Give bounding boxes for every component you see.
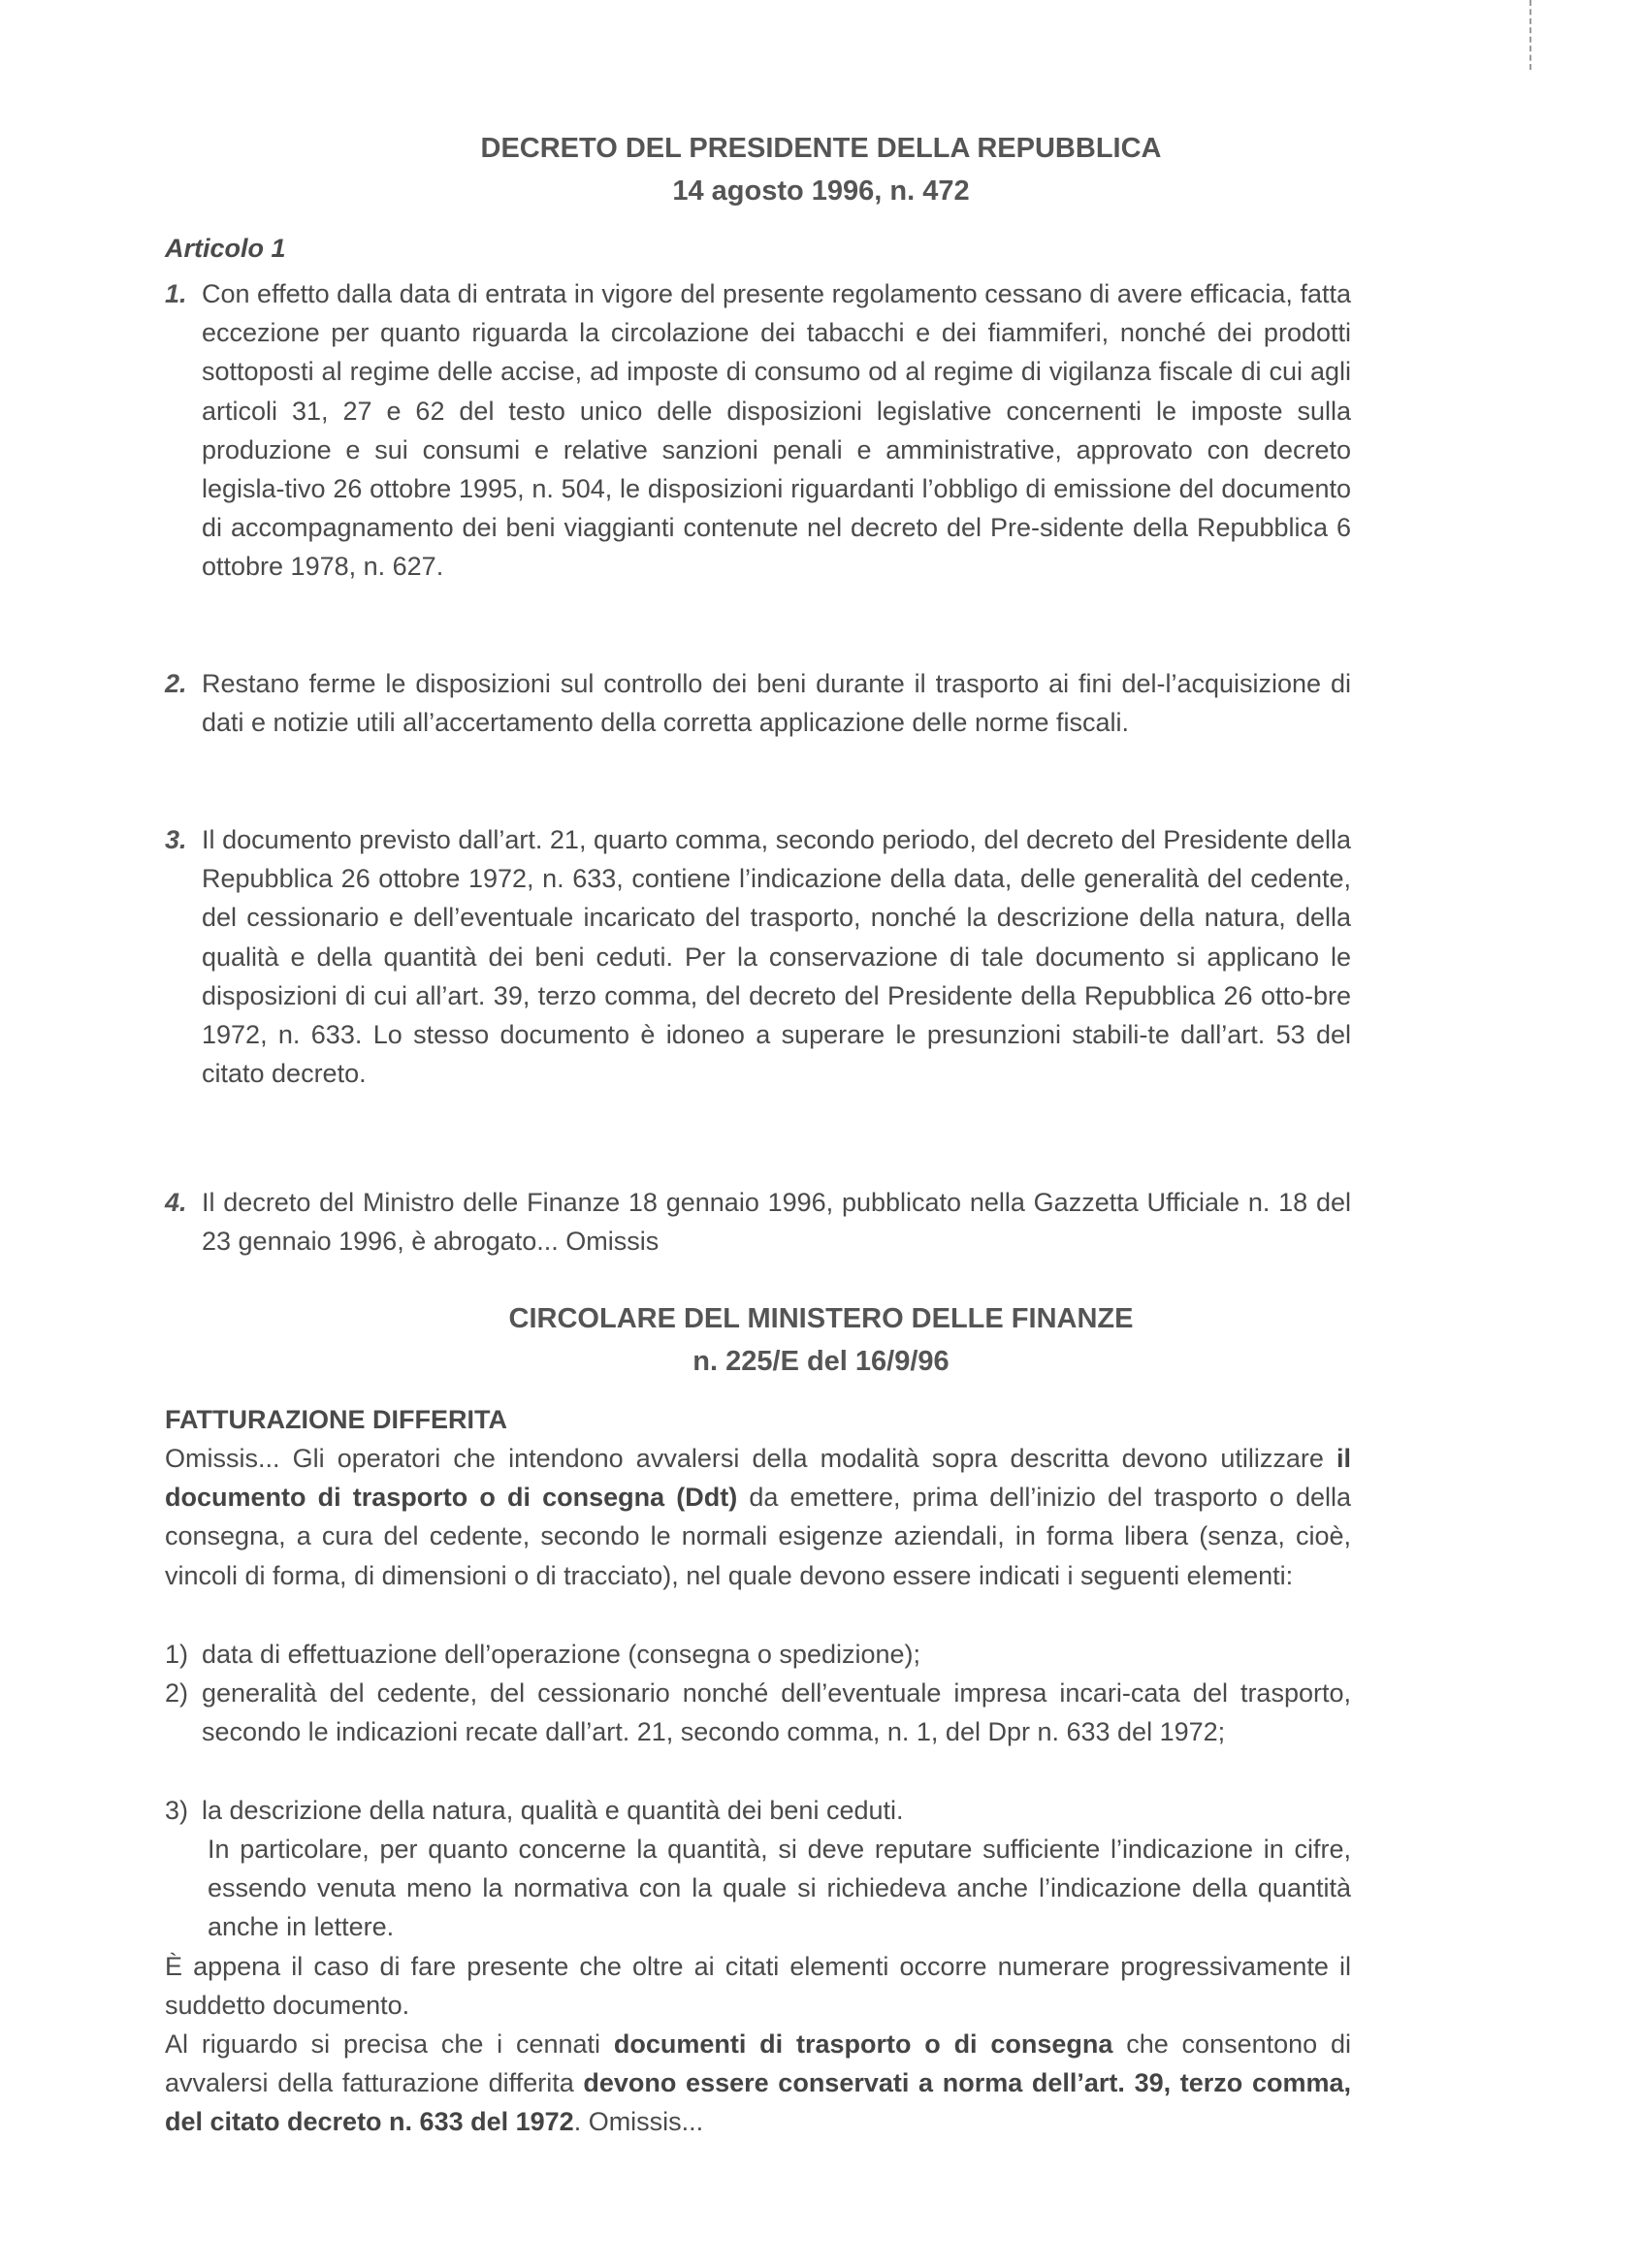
intro-bold: il documento di trasporto o di consegna (Ddt) (165, 1444, 1351, 1513)
paragraph-number: 1. (165, 279, 187, 308)
decree-title: DECRETO DEL PRESIDENTE DELLA REPUBBLICA (480, 133, 1162, 164)
conservation-text-c: . Omissis... (573, 2107, 704, 2137)
paragraph-text: Con effetto dalla data di entrata in vigore del presente regolamento cessano di avere efficacia, fatta eccezione per quanto riguarda la circolazione dei tabacchi e dei fiammiferi, nonché dei prodotti sottoposti al regime delle accise, ad imposte di consumo od al regime di vigilanza fiscale di cui agli articoli 31, 27 e 62 del testo unico delle disposizioni legislative concernenti le imposte sulla produzione e sui consumi e relative sanzioni penali e amministrative, approvato con decreto legisla-tivo 26 ottobre 1995, n. 504, le disposizioni riguardanti l’obbligo di emissione del documento di accompagnamento dei beni viaggianti contenute nel decreto del Pre-sidente della Repubblica 6 ottobre 1978, n. 627. (202, 279, 1351, 582)
paragraph-text: Il documento previsto dall’art. 21, quarto comma, secondo periodo, del decreto del Presidente della Repubblica 26 ottobre 1972, n. 633, contiene l’indicazione della data, delle generalità del cedente, del cessionario e dell’eventuale incaricato del trasporto, nonché la descrizione della natura, della qualità e della quantità dei beni ceduti. Per la conservazione di tale documento si applicano le disposizioni di cui all’art. 39, terzo comma, del decreto del Presidente della Repubblica 26 otto-bre 1972, n. 633. Lo stesso documento è idoneo a superare le presunzioni stabili-te dall’art. 53 del citato decreto. (202, 825, 1351, 1089)
paragraph-number: 4. (165, 1188, 187, 1217)
item3-note: In particolare, per quanto concerne la quantità, si deve reputare sufficiente l’indicazione in cifre, essendo venuta meno la normativa con la quale si richiedeva anche l’indicazione della quantità anche in lettere. (208, 1835, 1351, 1942)
paragraph-text: Restano ferme le disposizioni sul controllo dei beni durante il trasporto ai fini del-l’acquisizione di dati e notizie utili all’accertamento della corretta applicazione delle norme fiscali. (202, 669, 1351, 738)
list-item-3 (165, 1791, 1351, 1830)
paragraph-number: 2. (165, 669, 187, 698)
list-item-number: 2) (165, 1678, 189, 1708)
article-paragraph-3 (165, 820, 1351, 1093)
intro-text-b: da emettere, prima dell’inizio del trasporto o della consegna, a cura del cedente, secondo le normali esigenze aziendali, in forma libera (senza, cioè, vincoli di forma, di dimensioni o di tracciato), nel quale devono essere indicati i seguenti elementi: (165, 1483, 1351, 1590)
list-item-1 (165, 1635, 1351, 1674)
circolare-intro (165, 1439, 1351, 1595)
conservation-text-b: che consentono di avvalersi della fatturazione differita (165, 2029, 1351, 2098)
list-item-number: 3) (165, 1796, 189, 1825)
paragraph-conservation (165, 2025, 1351, 2142)
list-item-text: generalità del cedente, del cessionario nonché dell’eventuale impresa incari-cata del trasporto, secondo le indicazioni recate dall’art. 21, secondo comma, n. 1, del Dpr n. 633 del 1972; (202, 1678, 1351, 1747)
intro-text-a: Omissis... Gli operatori che intendono avvalersi della modalità sopra descritta devono utilizzare (165, 1444, 1336, 1473)
conservation-text-a: Al riguardo si precisa che i cennati (165, 2029, 614, 2059)
article-paragraph-1 (165, 274, 1351, 587)
circolare-subtitle: n. 225/E del 16/9/96 (692, 1346, 950, 1377)
list-item-text: data di effettuazione dell’operazione (consegna o spedizione); (202, 1640, 921, 1669)
paragraph-text: Il decreto del Ministro delle Finanze 18 gennaio 1996, pubblicato nella Gazzetta Ufficiale n. 18 del 23 gennaio 1996, è abrogato... Omissis (202, 1188, 1351, 1257)
list-item-text: la descrizione della natura, qualità e quantità dei beni ceduti. (202, 1796, 904, 1825)
decree-subtitle: 14 agosto 1996, n. 472 (672, 176, 970, 207)
article-label: Articolo 1 (165, 234, 286, 263)
article-paragraph-4 (165, 1183, 1351, 1261)
paragraph-numbering: È appena il caso di fare presente che oltre ai citati elementi occorre numerare progressivamente il suddetto documento. (165, 1952, 1351, 2021)
article-paragraph-2 (165, 664, 1351, 742)
list-item-number: 1) (165, 1640, 189, 1669)
list-item-2 (165, 1674, 1351, 1751)
circolare-title: CIRCOLARE DEL MINISTERO DELLE FINANZE (508, 1303, 1134, 1334)
conservation-bold-2: devono essere conservati a norma dell’art. 39, terzo comma, del citato decreto n. 633 del 1972 (165, 2068, 1352, 2137)
conservation-bold-1: documenti di trasporto o di consegna (613, 2029, 1113, 2059)
section-label: FATTURAZIONE DIFFERITA (165, 1405, 507, 1434)
paragraph-number: 3. (165, 825, 187, 854)
